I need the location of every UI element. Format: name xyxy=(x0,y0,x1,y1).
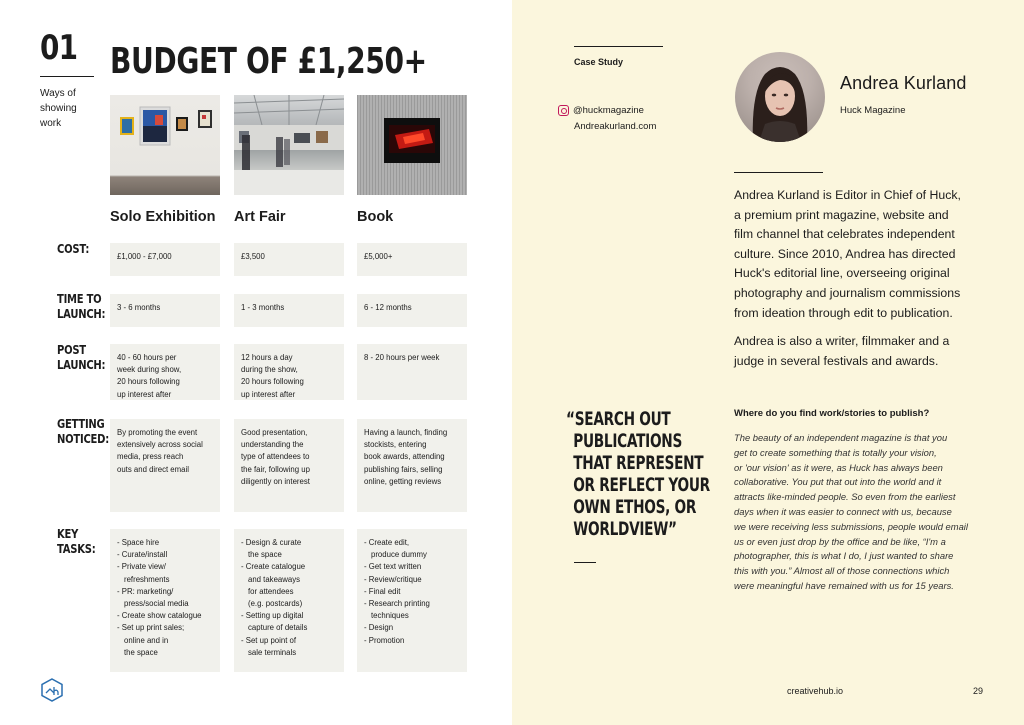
answer-line: attracts like-minded people. So even from the earliest xyxy=(734,491,956,503)
row-label-line: KEY xyxy=(57,526,79,541)
table-cell xyxy=(234,344,344,400)
answer-line: days when it was easier to connect with us, because xyxy=(734,505,952,517)
cell-line: stockists, entering xyxy=(364,440,427,450)
bio-line: Andrea Kurland is Editor in Chief of Huck, xyxy=(734,188,961,202)
table-cell xyxy=(357,529,467,672)
website-link[interactable]: Andreakurland.com xyxy=(574,121,657,132)
section-number: 01 xyxy=(40,28,78,68)
cell-line: media, press reach xyxy=(117,452,184,462)
answer-line: were meaningful have remained with us for 15 years. xyxy=(734,579,954,591)
page-title: BUDGET OF £1,250+ xyxy=(110,41,427,82)
answer-line: we were receiving less submissions, people would email xyxy=(734,520,968,532)
cell-line: - Create catalogue xyxy=(241,562,306,572)
cell-line: - Space hire xyxy=(117,538,160,547)
row-label-cost xyxy=(57,242,105,257)
cell-line: 3 - 6 months xyxy=(117,303,161,312)
portrait-illustration xyxy=(735,52,825,142)
cell-line: - Setting up digital xyxy=(241,611,304,621)
cell-line: diligently on interest xyxy=(241,476,310,486)
cell-line: press/social media xyxy=(124,599,189,609)
cell-line: - Final edit xyxy=(364,586,401,596)
table-cell xyxy=(110,294,220,327)
table-cell xyxy=(357,294,467,327)
table-cell xyxy=(234,294,344,327)
interview-question: Where do you find work/stories to publish? xyxy=(734,408,930,419)
cell-line: Having a launch, finding xyxy=(364,428,448,437)
page-number: 29 xyxy=(973,686,984,696)
cell-line: - Curate/install xyxy=(117,550,168,560)
bio-line: Andrea is also a writer, filmmaker and a xyxy=(734,334,950,349)
cell-line: - Set up point of xyxy=(241,635,297,645)
cell-line: refreshments xyxy=(124,574,170,584)
table-cell xyxy=(110,529,220,672)
answer-line: this with you.” Almost all of those connections which xyxy=(734,565,950,577)
row-label-line: TIME TO xyxy=(57,291,102,306)
section-subtitle xyxy=(40,86,100,131)
cell-line: online and in xyxy=(124,635,169,645)
cell-line: extensively across social xyxy=(117,440,203,450)
row-label-time-to-launch xyxy=(57,292,105,321)
art-fair-hall-photo xyxy=(234,95,344,195)
section-subtitle-line: Ways of xyxy=(40,88,76,99)
row-label-line: POST xyxy=(57,342,86,357)
pull-quote-line: THAT REPRESENT xyxy=(573,452,704,474)
table-cell xyxy=(357,419,467,512)
column-heading-book: Book xyxy=(357,209,394,225)
table-cell xyxy=(234,419,344,512)
gallery-wall-photo xyxy=(110,95,220,195)
table-cell xyxy=(234,243,344,276)
cell-line: - Design & curate xyxy=(241,538,302,547)
portrait-photo xyxy=(735,52,825,142)
cell-line: 12 hours a day xyxy=(241,353,293,362)
cell-line: the space xyxy=(248,550,282,560)
table-cell xyxy=(357,344,467,400)
bio-line: photography and journalism commissions xyxy=(734,285,961,300)
cell-line: during the show, xyxy=(241,365,298,375)
cell-line: Good presentation, xyxy=(241,428,308,437)
cell-line: - Review/critique xyxy=(364,574,422,584)
cell-line: (e.g. postcards) xyxy=(248,599,303,609)
cell-line: online, getting reviews xyxy=(364,476,442,486)
table-cell xyxy=(110,344,220,400)
pull-quote-line: PUBLICATIONS xyxy=(573,430,683,452)
cell-line: capture of details xyxy=(248,623,308,633)
bio-text xyxy=(734,186,984,380)
bio-line: culture. Since 2010, Andrea has directed xyxy=(734,246,956,261)
footer-website-link[interactable]: creativehub.io xyxy=(787,686,844,696)
cell-line: book awards, attending xyxy=(364,452,445,462)
cell-line: - Promotion xyxy=(364,635,405,645)
person-org: Huck Magazine xyxy=(840,105,906,116)
bio-line: Huck's editorial line, overseeing original xyxy=(734,266,950,281)
cell-line: produce dummy xyxy=(371,550,427,560)
cell-line: publishing fairs, selling xyxy=(364,464,443,474)
pull-quote-line: “SEARCH OUT xyxy=(566,408,671,430)
cell-line: - Research printing xyxy=(364,599,430,609)
cell-line: - Create edit, xyxy=(364,538,410,547)
row-label-post-launch xyxy=(57,343,105,372)
table-cell xyxy=(357,243,467,276)
quote-rule xyxy=(574,562,596,563)
cell-line: type of attendees to xyxy=(241,452,310,462)
cell-line: - Design xyxy=(364,623,394,633)
table-cell xyxy=(234,529,344,672)
cell-line: £3,500 xyxy=(241,252,265,261)
book-image xyxy=(357,95,467,195)
table-cell xyxy=(110,243,220,276)
pull-quote-line: OWN ETHOS, OR xyxy=(573,496,697,518)
cell-line: 6 - 12 months xyxy=(364,303,412,312)
instagram-handle: @huckmagazine xyxy=(573,105,644,116)
column-heading-art-fair: Art Fair xyxy=(234,209,286,225)
cell-line: up interest after xyxy=(117,389,172,399)
pull-quote xyxy=(566,408,710,540)
cell-line: sale terminals xyxy=(248,647,297,657)
cell-line: week during show, xyxy=(117,365,182,375)
cell-line: 8 - 20 hours per week xyxy=(364,353,440,362)
column-heading-solo-exhibition: Solo Exhibition xyxy=(110,209,216,225)
bio-line: film channel that celebrates independent xyxy=(734,227,955,242)
bio-line: from ideation through edit to publication. xyxy=(734,305,953,320)
cell-line: and takeaways xyxy=(248,574,301,584)
row-label-line: COST: xyxy=(57,241,90,256)
row-label-line: LAUNCH: xyxy=(57,305,106,321)
solo-exhibition-image xyxy=(110,95,220,195)
table-cell xyxy=(110,419,220,512)
cell-line: outs and direct email xyxy=(117,464,189,474)
answer-line: or 'our vision' as it were, as Huck has always been xyxy=(734,461,943,473)
cell-line: - Create show catalogue xyxy=(117,611,202,621)
answer-line: get to create something that is totally your vision, xyxy=(734,446,937,458)
section-subtitle-line: showing xyxy=(40,103,77,114)
bio-line: a premium print magazine, website and xyxy=(734,207,949,222)
instagram-link[interactable] xyxy=(558,105,644,116)
cell-line: By promoting the event xyxy=(117,428,198,437)
section-rule xyxy=(40,76,94,77)
cell-line: £1,000 - £7,000 xyxy=(117,252,172,261)
cell-line: - Private view/ xyxy=(117,562,166,572)
bio-line: judge in several festivals and awards. xyxy=(734,353,939,368)
cell-line: - Get text written xyxy=(364,562,422,572)
cell-line: techniques xyxy=(371,611,409,621)
section-subtitle-line: work xyxy=(40,118,62,129)
cell-line: 40 - 60 hours per xyxy=(117,353,177,362)
cell-line: - PR: marketing/ xyxy=(117,586,174,596)
answer-line: us or even just drop by the office and be like, “I'm a xyxy=(734,535,946,547)
cell-line: 20 hours following xyxy=(117,377,180,387)
row-label-key-tasks xyxy=(57,527,105,556)
row-label-line: LAUNCH: xyxy=(57,356,106,372)
cell-line: for attendees xyxy=(248,586,294,596)
cell-line: the space xyxy=(124,647,158,657)
answer-line: photographer, this is what I do, I just wanted to share xyxy=(734,550,954,562)
bio-paragraph xyxy=(734,186,984,323)
case-study-label: Case Study xyxy=(574,57,624,67)
cell-line: - Set up print sales; xyxy=(117,623,185,633)
bio-paragraph xyxy=(734,332,984,371)
cell-line: the fair, following up xyxy=(241,464,310,474)
row-label-line: NOTICED: xyxy=(57,430,109,446)
right-page xyxy=(512,0,1024,725)
bio-rule xyxy=(734,172,823,173)
answer-line: collaborative. You put that out into the world and it xyxy=(734,476,942,488)
cell-line: £5,000+ xyxy=(364,252,393,261)
cell-line: 1 - 3 months xyxy=(241,303,285,312)
row-label-line: GETTING xyxy=(57,416,105,431)
answer-line: The beauty of an independent magazine is that you xyxy=(734,432,948,443)
cell-line: up interest after xyxy=(241,389,296,399)
cell-line: understanding the xyxy=(241,440,304,450)
book-cover-photo xyxy=(357,95,467,195)
pull-quote-line: OR REFLECT YOUR xyxy=(573,474,710,496)
person-name: Andrea Kurland xyxy=(840,73,967,93)
art-fair-image xyxy=(234,95,344,195)
row-label-getting-noticed xyxy=(57,416,109,446)
creative-hub-logo-icon xyxy=(41,678,63,702)
case-study-rule xyxy=(574,46,663,47)
pull-quote-line: WORLDVIEW” xyxy=(573,518,677,540)
interview-answer xyxy=(734,431,1004,594)
row-label-line: TASKS: xyxy=(57,540,96,556)
instagram-icon xyxy=(558,105,569,116)
cell-line: 20 hours following xyxy=(241,377,304,387)
